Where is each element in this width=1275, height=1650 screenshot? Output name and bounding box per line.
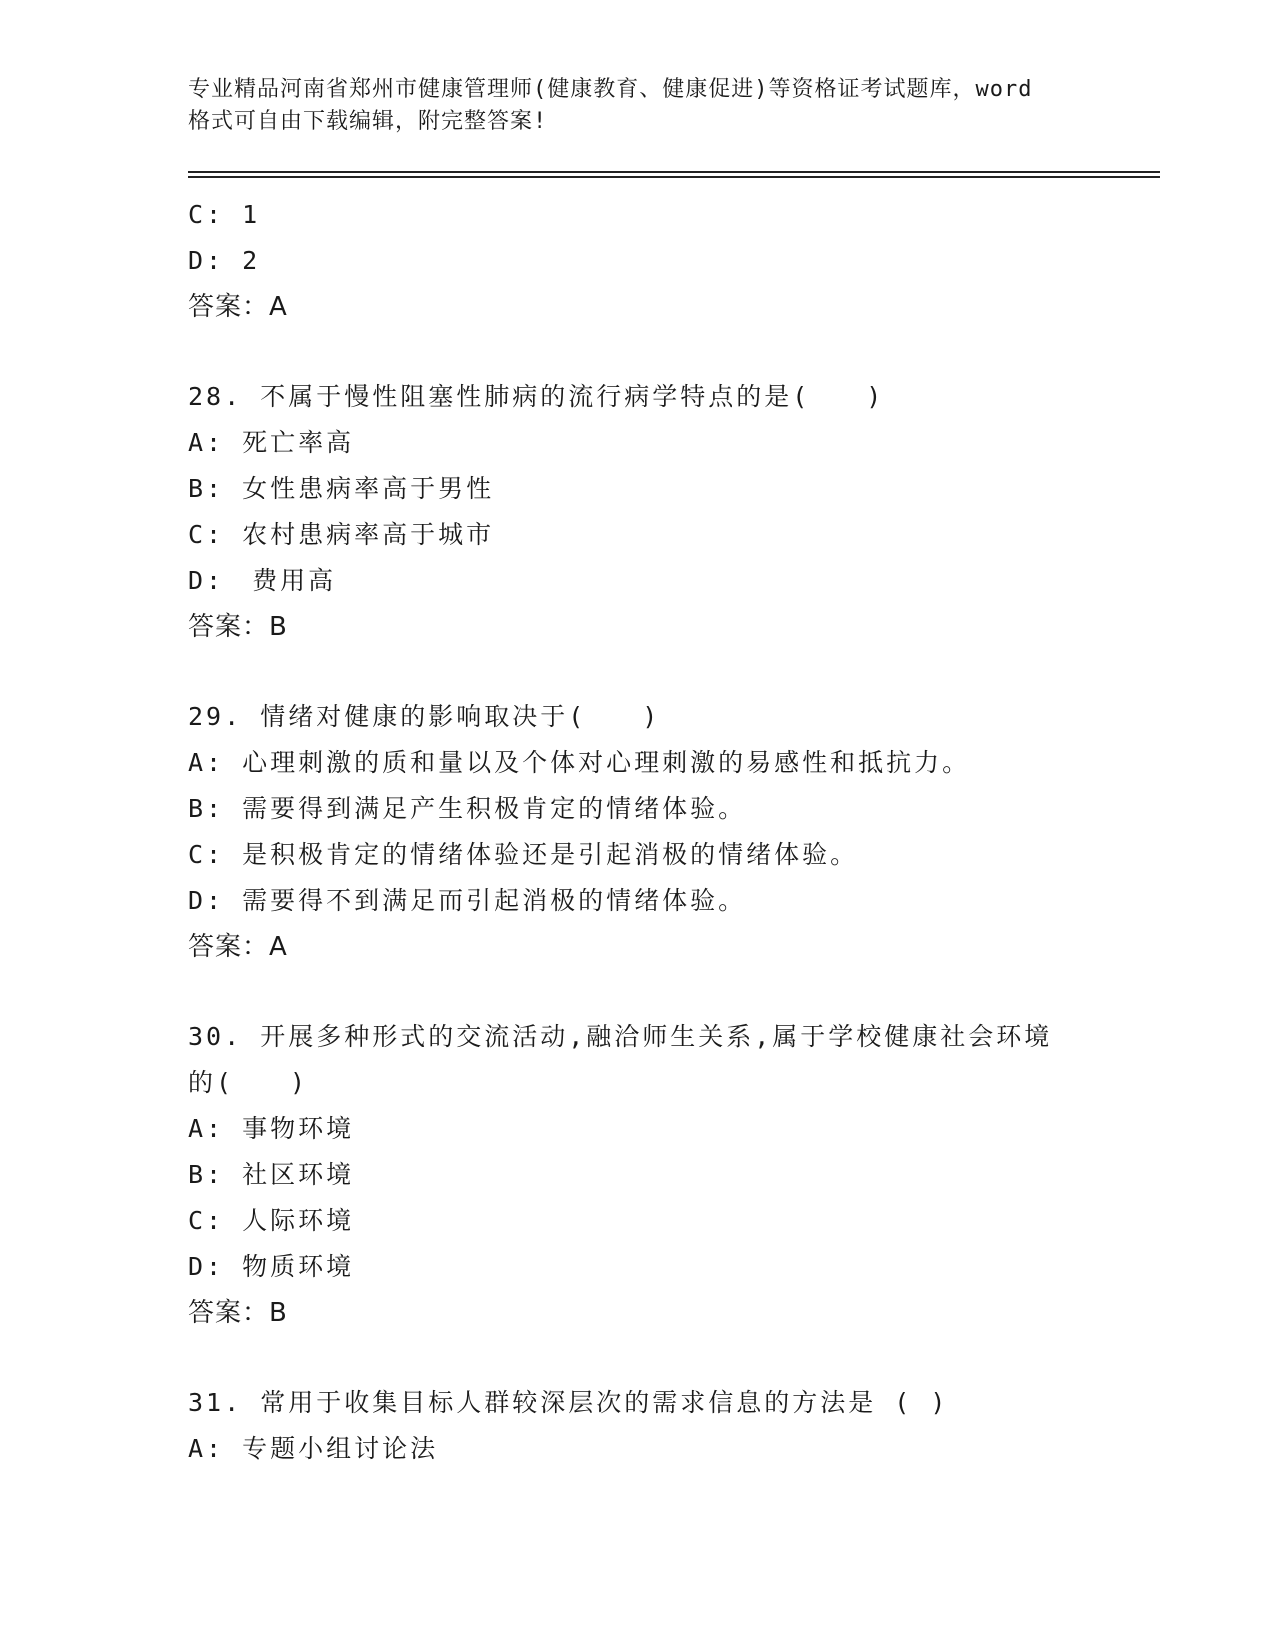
question-stem-line-1: 30. 开展多种形式的交流活动,融洽师生关系,属于学校健康社会环境	[188, 1022, 1053, 1051]
option-b: B: 需要得到满足产生积极肯定的情绪体验。	[188, 794, 747, 823]
option-b: B: 女性患病率高于男性	[188, 474, 495, 503]
question-stem: 31. 常用于收集目标人群较深层次的需求信息的方法是 ( )	[188, 1388, 949, 1417]
option-a: A: 心理刺激的质和量以及个体对心理刺激的易感性和抵抗力。	[188, 748, 971, 777]
header-rule-bottom	[188, 176, 1160, 178]
answer-label: 答案：B	[188, 612, 288, 642]
question-list	[188, 192, 1148, 1472]
option-c: C: 1	[188, 200, 261, 229]
answer-label: 答案：A	[188, 292, 288, 322]
option-c: C: 人际环境	[188, 1206, 355, 1235]
header-rule-top	[188, 171, 1160, 173]
question-block-28	[188, 374, 1148, 650]
option-d: D: 物质环境	[188, 1252, 355, 1281]
option-c: C: 是积极肯定的情绪体验还是引起消极的情绪体验。	[188, 840, 859, 869]
answer-label: 答案：B	[188, 1298, 288, 1328]
option-d: D: 费用高	[188, 566, 337, 595]
header-line-1: 专业精品河南省郑州市健康管理师(健康教育、健康促进)等资格证考试题库，word	[188, 77, 1033, 102]
option-a: A: 死亡率高	[188, 428, 355, 457]
question-block-27	[188, 192, 1148, 330]
question-block-31	[188, 1380, 1148, 1472]
question-block-29	[188, 694, 1148, 970]
question-block-30	[188, 1014, 1148, 1336]
answer-label: 答案：A	[188, 932, 288, 962]
page-header	[188, 74, 1088, 138]
option-d: D: 需要得不到满足而引起消极的情绪体验。	[188, 886, 747, 915]
question-stem: 29. 情绪对健康的影响取决于( )	[188, 702, 661, 731]
option-d: D: 2	[188, 246, 261, 275]
option-a: A: 专题小组讨论法	[188, 1434, 439, 1463]
header-line-2: 格式可自由下载编辑，附完整答案!	[188, 109, 548, 134]
question-stem: 28. 不属于慢性阻塞性肺病的流行病学特点的是( )	[188, 382, 885, 411]
option-a: A: 事物环境	[188, 1114, 355, 1143]
question-stem-line-2: 的( )	[188, 1068, 309, 1097]
option-b: B: 社区环境	[188, 1160, 355, 1189]
option-c: C: 农村患病率高于城市	[188, 520, 495, 549]
